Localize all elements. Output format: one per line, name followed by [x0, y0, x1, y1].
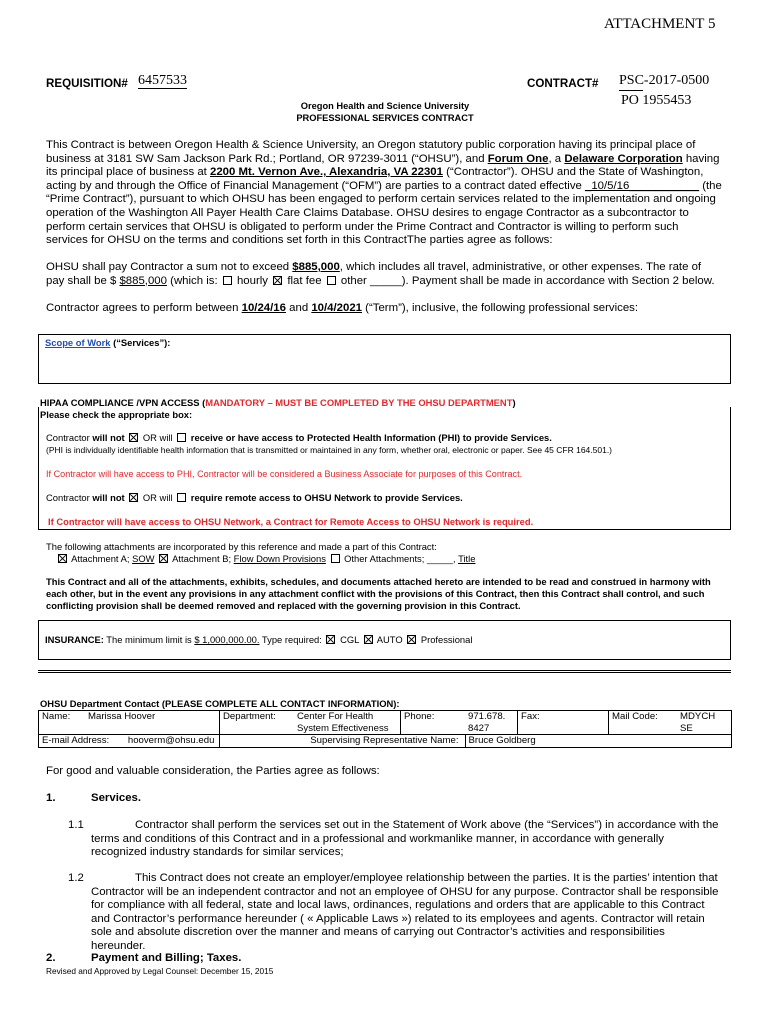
email-row: E-mail Address: hooverm@ohsu.edu	[39, 735, 220, 748]
attachment-label: ATTACHMENT 5	[604, 16, 716, 32]
flat-fee-checkbox[interactable]	[273, 276, 282, 285]
term-paragraph: Contractor agrees to perform between 10/24/16 and 10/4/2021 (“Term”), inclusive, the following professional services:	[46, 302, 639, 314]
end-date: 10/4/2021	[311, 302, 363, 314]
auto-checkbox[interactable]	[364, 635, 373, 644]
section-1-2-text: This Contract does not create an employer/employee relationship between the parties. It is the parties’ intention that Contractor will be an independent contractor and not an employee of OHSU for any purpose. Contractor shall be responsible for compliance with all federal, state and local laws, ordinances, regulations and orders that are applicable to this Contract and Contractor’s performance hereunder ( « Applicable Laws ») related to its employees and agents. Contractor will retain sole and absolute discretion over the manner and means of carrying out Contractor’s activities and responsibilities hereunder.	[91, 872, 719, 952]
consideration-line: For good and valuable consideration, the Parties agree as follows:	[46, 765, 380, 777]
contact-title: OHSU Department Contact (PLEASE COMPLETE ALL CONTACT INFORMATION):	[40, 698, 400, 709]
phi-warning: If Contractor will have access to PHI, Contractor will be considered a Business Associate for purposes of this Contract.	[46, 469, 523, 479]
po-number: PO 1955453	[621, 93, 692, 108]
document-title: PROFESSIONAL SERVICES CONTRACT	[296, 113, 474, 123]
hourly-checkbox[interactable]	[223, 276, 232, 285]
section-1-1-text: Contractor shall perform the services set out in the Statement of Work above (the “Services”) in accordance with the terms and conditions of this Contract and in a professional and workmanlike manner, in accordance with generally recognized industry standards for similar services;	[91, 819, 719, 859]
prime-contract-date: _10/5/16___________	[585, 179, 700, 192]
cgl-checkbox[interactable]	[326, 635, 335, 644]
scope-of-work-link[interactable]: Scope of Work	[45, 337, 111, 348]
contact-mail-code: MDYCH SE	[677, 711, 732, 735]
hipaa-title: HIPAA COMPLIANCE /VPN ACCESS (MANDATORY – MUST BE COMPLETED BY THE OHSU DEPARTMENT)	[40, 397, 516, 408]
section-2-title: Payment and Billing; Taxes.	[91, 952, 242, 964]
section-divider	[38, 670, 731, 671]
contractor-name: Forum One	[487, 152, 549, 165]
contact-phone: 971.678. 8427	[465, 711, 518, 735]
mail-code-label: Mail Code:	[609, 711, 678, 735]
requisition-label: REQUISITION#	[46, 77, 128, 90]
contract-underline	[619, 90, 643, 91]
university-name: Oregon Health and Science University	[300, 101, 470, 111]
name-label: Name:	[39, 711, 86, 735]
phi-will-not-checkbox[interactable]	[129, 433, 138, 442]
phi-note: (PHI is individually identifiable health information that is transmitted or maintained in any form, whether oral, electronic or paper. See 45 CFR 164.501.)	[46, 445, 613, 455]
phi-will-checkbox[interactable]	[177, 433, 186, 442]
fax-label: Fax:	[518, 711, 609, 735]
requisition-number: 6457533	[138, 73, 187, 88]
precedence-clause: This Contract and all of the attachments, exhibits, schedules, and documents attached hereto are intended to be read and construed in harmony with each other, but in the event any provisions in any attachment conflict with the provisions of this Contract, then this Contract shall control, and such conflicting provision shall be deemed removed and replaced with the governing provision in this Contract.	[46, 576, 711, 611]
section-1-title: Services.	[91, 792, 142, 804]
section-1-1-number: 1.1	[68, 819, 84, 831]
amount-not-to-exceed: $885,000	[292, 261, 340, 273]
scope-of-work-box: Scope of Work (“Services”):	[38, 334, 731, 384]
attachment-b-checkbox[interactable]	[159, 554, 168, 563]
payment-paragraph: OHSU shall pay Contractor a sum not to exceed $885,000, which includes all travel, administrative, or other expenses. The rate of pay shall be $ $885,000 (which is: hourly flat fee other _____). Payment shall be made in accordance with Section 2 below.	[46, 261, 715, 287]
section-divider-2	[38, 672, 731, 673]
attachments-list: Attachment A; SOW Attachment B; Flow Down Provisions Other Attachments; _____, Title	[56, 553, 475, 564]
start-date: 10/24/16	[241, 302, 286, 314]
intro-paragraph: This Contract is between Oregon Health & Science University, an Oregon statutory public corporation having its principal place of business at 3181 SW Sam Jackson Park Rd.; Portland, OR 97239-3011 (“OHSU”), and Forum One, a Delaware Corporation having its principal place of business at 2200 Mt. Vernon Ave., Alexandria, VA 22301 (“Contractor”). OHSU and the State of Washington, acting by and through the Office of Financial Management (“OFM”) are parties to a contract dated effective _10/5/16___________ (the “Prime Contract”), pursuant to which OHSU has been engaged to perform certain services related to the implementation and ongoing operation of the Washington All Payer Health Care Claims Database. OHSU desires to engage Contractor as a subcontractor to perform certain services that OHSU is obligated to perform under the Prime Contract and Contractor is willing to perform such services for OHSU on the terms and conditions set forth in this ContractThe parties agree as follows:	[46, 139, 722, 247]
footer-revision: Revised and Approved by Legal Counsel: December 15, 2015	[46, 966, 274, 976]
contract-number: PSC-2017-0500	[619, 73, 710, 88]
contact-table	[38, 710, 732, 748]
department-label: Department:	[220, 711, 295, 735]
phi-access-line: Contractor will not OR will receive or have access to Protected Health Information (PHI) to provide Services.	[46, 432, 552, 443]
phone-label: Phone:	[401, 711, 466, 735]
supervisor-label: Supervising Representative Name:	[220, 735, 466, 748]
section-2-number: 2.	[46, 952, 56, 964]
contact-email[interactable]: hooverm@ohsu.edu	[127, 735, 215, 746]
contractor-type: Delaware Corporation	[564, 152, 683, 165]
insurance-label: INSURANCE:	[45, 634, 104, 645]
vpn-access-line: Contractor will not OR will require remote access to OHSU Network to provide Services.	[46, 492, 463, 503]
contractor-address: 2200 Mt. Vernon Ave., Alexandria, VA 22301	[210, 166, 443, 179]
contact-name: Marissa Hoover	[85, 711, 220, 735]
vpn-warning: If Contractor will have access to OHSU Network, a Contract for Remote Access to OHSU Network is required.	[48, 516, 534, 527]
section-1-2-number: 1.2	[68, 872, 84, 884]
section-1-number: 1.	[46, 792, 56, 804]
vpn-will-not-checkbox[interactable]	[129, 493, 138, 502]
other-attachments-checkbox[interactable]	[331, 554, 340, 563]
other-checkbox[interactable]	[327, 276, 336, 285]
attachment-a-checkbox[interactable]	[58, 554, 67, 563]
insurance-box: INSURANCE: The minimum limit is $ 1,000,000.00. Type required: CGL AUTO Professional	[38, 620, 731, 660]
professional-checkbox[interactable]	[407, 635, 416, 644]
contract-label: CONTRACT#	[527, 77, 599, 90]
attachments-intro: The following attachments are incorporated by this reference and made a part of this Contract:	[46, 541, 437, 552]
insurance-limit: $ 1,000,000.00.	[194, 634, 260, 645]
hipaa-instruction: Please check the appropriate box:	[40, 409, 193, 420]
vpn-will-checkbox[interactable]	[177, 493, 186, 502]
supervisor-name: Bruce Goldberg	[465, 735, 732, 748]
contact-department: Center For Health System Effectiveness	[294, 711, 401, 735]
rate-of-pay: $885,000	[119, 274, 167, 287]
